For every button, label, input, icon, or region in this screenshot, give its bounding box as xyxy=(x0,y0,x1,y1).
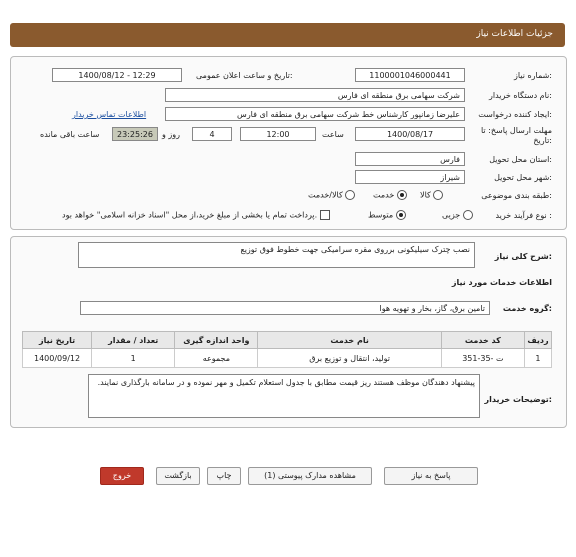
buyer-notes-label: توضیحات خریدار: xyxy=(484,395,552,404)
deadline-date-label: تاریخ: xyxy=(533,136,552,145)
deadline-time-field: 12:00 xyxy=(240,127,316,141)
services-section-title: اطلاعات خدمات مورد نیاز xyxy=(451,278,552,287)
creator-label: ایجاد کننده درخواست: xyxy=(478,110,552,119)
col-header-unit: واحد اندازه گیری xyxy=(175,332,258,349)
attachments-button[interactable]: مشاهده مدارک پیوستی (1) xyxy=(248,467,372,485)
province-field: فارس xyxy=(355,152,465,166)
announce-field: 1400/08/12 - 12:29 xyxy=(52,68,182,82)
cell-unit: مجموعه xyxy=(175,349,258,368)
need-number-field: 1100001046000441 xyxy=(355,68,465,82)
days-label: روز و xyxy=(162,130,180,139)
process-label: نوع فرآیند خرید : xyxy=(495,211,552,220)
summary-field: نصب چترک سیلیکونی برروی مقره سرامیکی جهت خطوط فوق توزیع xyxy=(78,242,475,268)
contact-buyer-link[interactable]: اطلاعات تماس خریدار xyxy=(72,110,147,119)
days-remaining-field: 4 xyxy=(192,127,232,141)
need-info-panel xyxy=(10,56,567,230)
cell-service-code: ت -35-351 xyxy=(441,349,524,368)
deadline-date-field: 1400/08/17 xyxy=(355,127,465,141)
province-label: استان محل تحویل: xyxy=(489,155,552,164)
need-number-label: شماره نیاز: xyxy=(513,71,552,80)
services-table xyxy=(22,331,552,368)
exit-button[interactable]: خروج xyxy=(100,467,144,485)
time-label: ساعت xyxy=(322,130,344,139)
col-header-row: ردیف xyxy=(524,332,551,349)
cell-row: 1 xyxy=(524,349,551,368)
col-header-service-code: کد خدمت xyxy=(441,332,524,349)
page-title: جزئیات اطلاعات نیاز xyxy=(476,29,553,39)
table-header-row xyxy=(23,332,552,349)
checkbox-icon[interactable] xyxy=(320,210,330,220)
city-label: شهر محل تحویل: xyxy=(494,173,552,182)
radio-icon[interactable] xyxy=(345,190,355,200)
col-header-service-name: نام خدمت xyxy=(258,332,441,349)
col-header-quantity: تعداد / مقدار xyxy=(92,332,175,349)
table-row xyxy=(23,349,552,368)
category-label: طبقه بندی موضوعی: xyxy=(481,191,552,200)
cell-quantity: 1 xyxy=(92,349,175,368)
process-option-minor[interactable]: جزیی xyxy=(442,210,473,220)
cell-date: 1400/09/12 xyxy=(23,349,92,368)
buyer-label: نام دستگاه خریدار: xyxy=(488,91,552,100)
payment-treasury-option[interactable]: پرداخت تمام یا بخشی از مبلغ خرید،از محل "اسناد خزانه اسلامی" خواهد بود. xyxy=(62,210,330,220)
category-option-goods[interactable]: کالا xyxy=(420,190,443,200)
summary-label: شرح کلی نیاز: xyxy=(494,252,552,261)
radio-icon[interactable] xyxy=(433,190,443,200)
process-option-medium[interactable]: متوسط xyxy=(368,210,406,220)
reply-button[interactable]: پاسخ به نیاز xyxy=(384,467,478,485)
creator-field: علیرضا زمانپور کارشناس خط شرکت سهامی برق منطقه ای فارس xyxy=(165,107,465,121)
service-group-label: گروه خدمت: xyxy=(502,304,552,313)
remaining-time-label: ساعت باقی مانده xyxy=(40,130,100,139)
announce-label: تاریخ و ساعت اعلان عمومی: xyxy=(196,71,293,80)
deadline-label: مهلت ارسال پاسخ: تا xyxy=(480,126,552,135)
radio-icon[interactable] xyxy=(463,210,473,220)
back-button[interactable]: بازگشت xyxy=(156,467,200,485)
category-option-both[interactable]: کالا/خدمت xyxy=(308,190,355,200)
city-field: شیراز xyxy=(355,170,465,184)
buyer-field: شرکت سهامی برق منطقه ای فارس xyxy=(165,88,465,102)
cell-service-name: تولید، انتقال و توزیع برق xyxy=(258,349,441,368)
remaining-time-field: 23:25:26 xyxy=(112,127,158,141)
service-group-field: تامین برق، گاز، بخار و تهویه هوا xyxy=(80,301,490,315)
print-button[interactable]: چاپ xyxy=(207,467,241,485)
category-option-service[interactable]: خدمت xyxy=(373,190,407,200)
radio-selected-icon[interactable] xyxy=(397,190,407,200)
radio-selected-icon[interactable] xyxy=(396,210,406,220)
page-header xyxy=(10,23,565,47)
col-header-date: تاریخ نیاز xyxy=(23,332,92,349)
buyer-notes-field: پیشنهاد دهندگان موظف هستند ریز قیمت مطابق با جدول استعلام تکمیل و مهر نموده و در سامانه بارگذاری نمایند. xyxy=(88,374,480,418)
